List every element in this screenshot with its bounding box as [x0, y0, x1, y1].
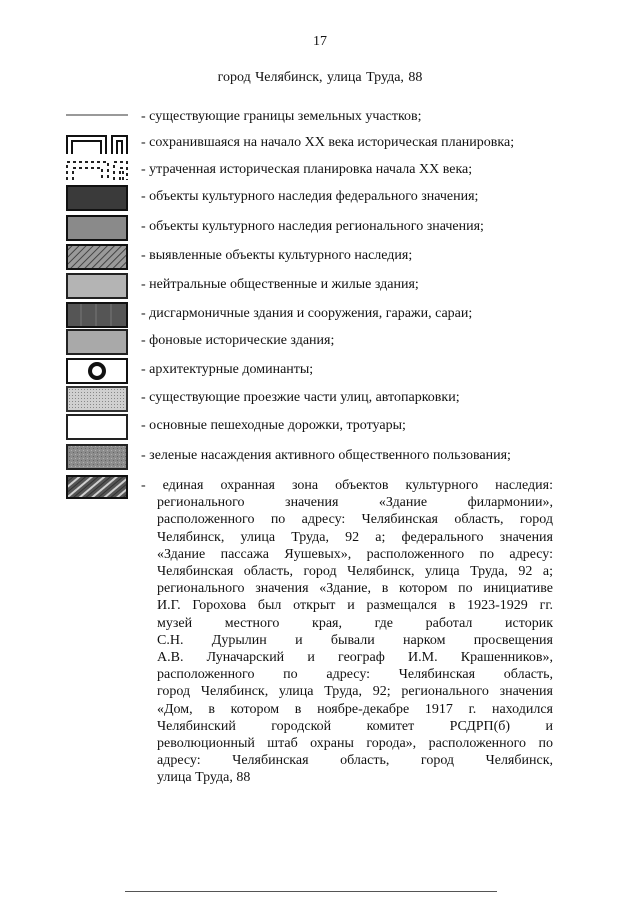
zone-line: С.Н. Дурылин и бывали нарком просвещения: [157, 632, 553, 648]
zone-line: город Челябинск, улица Труда, 92; регионального значения: [157, 684, 553, 700]
zone-line: регионального значения «Здание, в котором по инициативе: [157, 581, 553, 597]
protection-zone-description: [141, 477, 553, 787]
boundary-line-symbol: [66, 105, 128, 129]
legend-label: - зеленые насаждения активного общественного пользования;: [141, 448, 511, 463]
legend-label: - основные пешеходные дорожки, тротуары;: [141, 418, 406, 433]
zone-line: А.В. Луначарский и географ И.М. Крашенников»,: [157, 650, 553, 666]
legend-label: - выявленные объекты культурного наследия;: [141, 248, 413, 263]
zone-line: Челябинский городской комитет РСДРП(б) и: [157, 718, 553, 734]
zone-line: «Здание пассажа Яушевых», расположенного по адресу:: [157, 546, 553, 562]
zone-line: революционный штаб охраны города», расположенного по: [157, 736, 553, 752]
legend-label: - архитектурные доминанты;: [141, 362, 314, 377]
zone-line: музей местного края, где работал историк: [157, 615, 553, 631]
legend-label: - фоновые исторические здания;: [141, 333, 335, 348]
page-number: 17: [313, 34, 327, 49]
zone-line: расположенного по адресу: Челябинская область,: [157, 667, 553, 683]
legend-label: - сохранившаяся на начало XX века историческая планировка;: [141, 135, 515, 150]
zone-line: адресу: Челябинская область, город Челябинск,: [157, 753, 553, 769]
regional-heritage-swatch: [66, 215, 128, 241]
roads-swatch: [66, 386, 128, 412]
dominant-ring-icon: [66, 358, 128, 384]
zone-line: регионального значения «Здание филармонии»,: [157, 495, 553, 511]
preserved-planning-symbol: [66, 131, 128, 155]
footpaths-swatch: [66, 414, 128, 440]
protection-zone-symbol: [66, 475, 128, 499]
zone-line: Челябинск, улица Труда, 92 а; федерального значения: [157, 529, 553, 545]
zone-line: Челябинская область, город Челябинск, улица Труда, 92 а;: [157, 564, 553, 580]
identified-heritage-swatch: [66, 244, 128, 270]
neutral-buildings-swatch: [66, 273, 128, 299]
zone-line: расположенного по адресу: Челябинская область, город: [157, 512, 553, 528]
page-title: город Челябинск, улица Труда, 88: [217, 70, 423, 85]
legend-label: - утраченная историческая планировка начала XX века;: [141, 162, 473, 177]
zone-line: улица Труда, 88: [157, 770, 251, 786]
disharmonious-buildings-swatch: [66, 302, 128, 328]
federal-heritage-swatch: [66, 185, 128, 211]
legend-label: - объекты культурного наследия федерального значения;: [141, 189, 479, 204]
legend-label: - объекты культурного наследия регионального значения;: [141, 219, 484, 234]
green-spaces-swatch: [66, 444, 128, 470]
background-historic-swatch: [66, 329, 128, 355]
legend-label: - дисгармоничные здания и сооружения, гаражи, сараи;: [141, 306, 473, 321]
legend-label: - существующие проезжие части улиц, автопарковки;: [141, 390, 460, 405]
bottom-rule: [125, 891, 497, 892]
zone-line: «Дом, в котором в ноябре-декабре 1917 г. находился: [157, 701, 553, 717]
legend-label: - нейтральные общественные и жилые здания;: [141, 277, 419, 292]
lost-planning-symbol: [66, 158, 128, 182]
zone-line: И.Г. Горохова был открыт и размещался в 1923-1929 гг.: [157, 598, 553, 614]
legend-label: - существующие границы земельных участков;: [141, 109, 422, 124]
zone-line: - единая охранная зона объектов культурного наследия:: [141, 478, 553, 493]
